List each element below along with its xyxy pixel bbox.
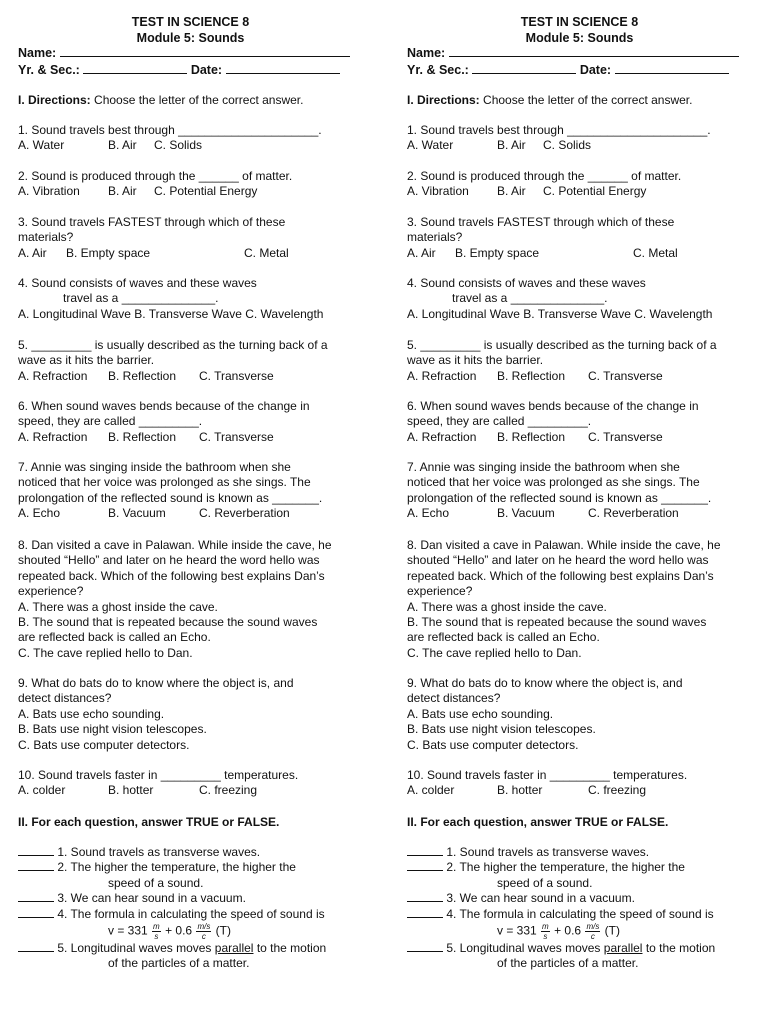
question-text: 7. Annie was singing inside the bathroom when she xyxy=(18,460,291,474)
option-a: A. Refraction xyxy=(18,429,88,444)
option-a: A. colder xyxy=(18,783,66,798)
option-c: C. Reverberation xyxy=(199,506,290,521)
question-text-cont: speed, they are called _________. xyxy=(407,414,592,429)
question-text: 2. Sound is produced through the ______ of matter. xyxy=(18,169,293,183)
speed-of-sound-formula: v = 331 $\frac{m}{s}$ + 0.6 $\frac{m/s}{c}$ (T) xyxy=(497,922,620,942)
answer-blank[interactable] xyxy=(18,941,54,952)
test-title: TEST IN SCIENCE 8 xyxy=(131,15,250,29)
answer-blank[interactable] xyxy=(407,941,443,952)
name-row xyxy=(407,45,739,61)
date-blank[interactable] xyxy=(226,62,340,74)
statement-5-cont: of the particles of a matter. xyxy=(108,956,250,971)
question-text-cont: travel as a ______________. xyxy=(63,291,219,306)
question-options xyxy=(407,783,752,798)
question-text: 8. Dan visited a cave in Palawan. While inside the cave, he xyxy=(18,538,332,552)
yr-sec-blank[interactable] xyxy=(472,62,576,74)
yr-sec-label: Yr. & Sec.: xyxy=(407,63,469,77)
question-options: A. Longitudinal Wave B. Transverse Wave C. Wavelength xyxy=(18,306,324,321)
question-10 xyxy=(18,768,363,799)
statement-2: 2. The higher the temperature, the higher the xyxy=(407,860,752,875)
question-options xyxy=(407,246,752,261)
date-label: Date: xyxy=(579,63,612,77)
statement-5: 5. Longitudinal waves moves parallel to the motion xyxy=(18,941,363,956)
option-c: C. Transverse xyxy=(199,429,274,444)
option-b: B. Empty space xyxy=(66,245,151,260)
question-1 xyxy=(18,123,363,154)
question-text-cont: materials? xyxy=(407,230,463,245)
option-c: C. freezing xyxy=(199,783,258,798)
question-text: 9. What do bats do to know where the object is, and xyxy=(18,676,294,690)
question-text: 8. Dan visited a cave in Palawan. While inside the cave, he xyxy=(407,538,721,552)
option-a: A. Refraction xyxy=(407,429,477,444)
directions-label: I. Directions: xyxy=(407,93,480,107)
answer-blank[interactable] xyxy=(407,891,443,902)
option-a: A. Vibration xyxy=(407,184,469,199)
yr-sec-blank[interactable] xyxy=(83,62,187,74)
part2-heading: II. For each question, answer TRUE or FALSE. xyxy=(407,815,669,829)
answer-blank[interactable] xyxy=(18,845,54,856)
question-text-cont: travel as a ______________. xyxy=(452,291,608,306)
question-text-cont: shouted “Hello” and later on he heard the word hello was xyxy=(18,553,320,568)
option-b-cont: are reflected back is called an Echo. xyxy=(18,630,211,645)
statement-2: 2. The higher the temperature, the higher the xyxy=(18,860,363,875)
option-c: C. Bats use computer detectors. xyxy=(407,737,579,752)
question-8 xyxy=(407,538,752,661)
option-b: B. Vacuum xyxy=(497,506,555,521)
option-b: B. The sound that is repeated because the sound waves xyxy=(407,615,707,630)
question-options xyxy=(407,138,752,153)
option-b: B. Reflection xyxy=(497,429,566,444)
option-c: C. Reverberation xyxy=(588,506,679,521)
statement-1: 1. Sound travels as transverse waves. xyxy=(18,845,363,860)
question-text: 6. When sound waves bends because of the change in xyxy=(407,399,699,413)
question-text: 10. Sound travels faster in _________ temperatures. xyxy=(407,768,688,782)
statement-2-cont: speed of a sound. xyxy=(497,875,593,890)
name-label: Name: xyxy=(407,46,446,60)
statement-4: 4. The formula in calculating the speed of sound is xyxy=(407,907,752,922)
question-text-cont: detect distances? xyxy=(407,691,501,706)
answer-blank[interactable] xyxy=(407,860,443,871)
option-a: A. Water xyxy=(407,138,454,153)
option-a: A. Refraction xyxy=(18,368,88,383)
option-b: B. The sound that is repeated because the sound waves xyxy=(18,615,318,630)
option-a: A. There was a ghost inside the cave. xyxy=(407,599,607,614)
question-options xyxy=(407,369,752,384)
question-text-cont: prolongation of the reflected sound is known as _______. xyxy=(18,490,323,505)
speed-of-sound-formula: v = 331 $\frac{m}{s}$ + 0.6 $\frac{m/s}{c}$ (T) xyxy=(108,922,231,942)
option-b: B. Reflection xyxy=(497,368,566,383)
question-3 xyxy=(18,215,363,261)
option-b-cont: are reflected back is called an Echo. xyxy=(407,630,600,645)
question-5 xyxy=(18,338,363,384)
answer-blank[interactable] xyxy=(407,845,443,856)
question-text-cont: noticed that her voice was prolonged as she sings. The xyxy=(18,475,311,490)
question-options xyxy=(407,430,752,445)
option-b: B. Air xyxy=(108,184,137,199)
yr-sec-label: Yr. & Sec.: xyxy=(18,63,80,77)
option-c: C. freezing xyxy=(588,783,647,798)
option-c: C. Bats use computer detectors. xyxy=(18,737,190,752)
question-9 xyxy=(18,676,363,753)
true-false-section xyxy=(18,845,363,972)
option-c: C. Solids xyxy=(154,138,203,153)
name-blank[interactable] xyxy=(60,45,350,57)
statement-3: 3. We can hear sound in a vacuum. xyxy=(18,891,363,906)
question-options xyxy=(407,184,752,199)
question-text: 2. Sound is produced through the ______ of matter. xyxy=(407,169,682,183)
question-options: A. Longitudinal Wave B. Transverse Wave C. Wavelength xyxy=(407,306,713,321)
option-c: C. Metal xyxy=(633,245,678,260)
question-options xyxy=(18,369,363,384)
question-text: 9. What do bats do to know where the object is, and xyxy=(407,676,683,690)
option-b: B. hotter xyxy=(497,783,543,798)
question-text-cont: materials? xyxy=(18,230,74,245)
question-text-cont: experience? xyxy=(407,584,473,599)
true-false-section xyxy=(407,845,752,972)
option-a: A. Refraction xyxy=(407,368,477,383)
statement-4: 4. The formula in calculating the speed of sound is xyxy=(18,907,363,922)
option-a: A. Bats use echo sounding. xyxy=(18,706,165,721)
option-a: A. colder xyxy=(407,783,455,798)
answer-blank[interactable] xyxy=(18,907,54,918)
option-a: A. Water xyxy=(18,138,65,153)
directions-text: Choose the letter of the correct answer. xyxy=(483,93,693,107)
directions xyxy=(18,92,303,108)
question-7 xyxy=(18,460,363,522)
answer-blank[interactable] xyxy=(18,860,54,871)
question-text: 10. Sound travels faster in _________ temperatures. xyxy=(18,768,299,782)
question-text-cont: prolongation of the reflected sound is known as _______. xyxy=(407,490,712,505)
statement-5: 5. Longitudinal waves moves parallel to the motion xyxy=(407,941,752,956)
directions xyxy=(407,92,692,108)
question-text-cont: shouted “Hello” and later on he heard the word hello was xyxy=(407,553,709,568)
question-options xyxy=(18,138,363,153)
option-c: C. Metal xyxy=(244,245,289,260)
part2-heading: II. For each question, answer TRUE or FALSE. xyxy=(18,815,280,829)
question-options xyxy=(18,783,363,798)
question-text: 3. Sound travels FASTEST through which of these xyxy=(18,215,286,229)
directions-label: I. Directions: xyxy=(18,93,91,107)
option-b: B. Air xyxy=(108,138,137,153)
question-10 xyxy=(407,768,752,799)
option-a: A. Echo xyxy=(407,506,450,521)
test-title: TEST IN SCIENCE 8 xyxy=(520,15,639,29)
option-c: C. Transverse xyxy=(588,368,663,383)
option-c: C. The cave replied hello to Dan. xyxy=(18,645,193,660)
question-text-cont: wave as it hits the barrier. xyxy=(407,353,544,368)
question-text-cont: repeated back. Which of the following best explains Dan’s xyxy=(407,568,714,583)
question-text-cont: repeated back. Which of the following best explains Dan’s xyxy=(18,568,325,583)
date-blank[interactable] xyxy=(615,62,729,74)
question-text-cont: speed, they are called _________. xyxy=(18,414,203,429)
option-a: A. Bats use echo sounding. xyxy=(407,706,554,721)
option-c: C. Transverse xyxy=(199,368,274,383)
name-row xyxy=(18,45,350,61)
option-c: C. Potential Energy xyxy=(543,184,647,199)
question-2 xyxy=(407,169,752,200)
answer-blank[interactable] xyxy=(18,891,54,902)
question-9 xyxy=(407,676,752,753)
question-5 xyxy=(407,338,752,384)
name-label: Name: xyxy=(18,46,57,60)
question-options xyxy=(18,506,363,521)
option-b: B. Empty space xyxy=(455,245,540,260)
option-c: C. Potential Energy xyxy=(154,184,258,199)
question-options xyxy=(407,506,752,521)
option-b: B. Reflection xyxy=(108,429,177,444)
option-a: A. Air xyxy=(407,245,436,260)
statement-1: 1. Sound travels as transverse waves. xyxy=(407,845,752,860)
date-label: Date: xyxy=(190,63,223,77)
question-4 xyxy=(18,276,363,322)
question-options xyxy=(18,184,363,199)
statement-2-cont: speed of a sound. xyxy=(108,875,204,890)
question-text: 5. _________ is usually described as the turning back of a xyxy=(18,338,328,352)
statement-3: 3. We can hear sound in a vacuum. xyxy=(407,891,752,906)
question-text-cont: noticed that her voice was prolonged as she sings. The xyxy=(407,475,700,490)
question-text: 3. Sound travels FASTEST through which of these xyxy=(407,215,675,229)
option-b: B. Air xyxy=(497,138,526,153)
question-text-cont: detect distances? xyxy=(18,691,112,706)
module-title: Module 5: Sounds xyxy=(525,31,634,45)
question-text-cont: wave as it hits the barrier. xyxy=(18,353,155,368)
question-text: 5. _________ is usually described as the turning back of a xyxy=(407,338,717,352)
option-c: C. The cave replied hello to Dan. xyxy=(407,645,582,660)
option-b: B. Bats use night vision telescopes. xyxy=(18,722,207,737)
option-b: B. Air xyxy=(497,184,526,199)
question-8 xyxy=(18,538,363,661)
question-1 xyxy=(407,123,752,154)
question-text: 4. Sound consists of waves and these waves xyxy=(407,276,646,290)
option-b: B. hotter xyxy=(108,783,154,798)
question-text: 6. When sound waves bends because of the change in xyxy=(18,399,310,413)
option-a: A. Echo xyxy=(18,506,61,521)
option-a: A. Vibration xyxy=(18,184,80,199)
option-b: B. Reflection xyxy=(108,368,177,383)
question-text-cont: experience? xyxy=(18,584,84,599)
question-7 xyxy=(407,460,752,522)
question-text: 7. Annie was singing inside the bathroom when she xyxy=(407,460,680,474)
question-6 xyxy=(18,399,363,445)
option-b: B. Vacuum xyxy=(108,506,166,521)
question-3 xyxy=(407,215,752,261)
option-c: C. Solids xyxy=(543,138,592,153)
question-text: 4. Sound consists of waves and these waves xyxy=(18,276,257,290)
option-b: B. Bats use night vision telescopes. xyxy=(407,722,596,737)
directions-text: Choose the letter of the correct answer. xyxy=(94,93,304,107)
question-6 xyxy=(407,399,752,445)
question-options xyxy=(18,430,363,445)
statement-5-cont: of the particles of a matter. xyxy=(497,956,639,971)
option-c: C. Transverse xyxy=(588,429,663,444)
module-title: Module 5: Sounds xyxy=(136,31,245,45)
question-text: 1. Sound travels best through _____________________. xyxy=(18,123,322,137)
option-a: A. There was a ghost inside the cave. xyxy=(18,599,218,614)
question-text: 1. Sound travels best through _____________________. xyxy=(407,123,711,137)
question-2 xyxy=(18,169,363,200)
question-4 xyxy=(407,276,752,322)
answer-blank[interactable] xyxy=(407,907,443,918)
name-blank[interactable] xyxy=(449,45,739,57)
question-options xyxy=(18,246,363,261)
yr-sec-date-row xyxy=(407,62,729,78)
option-a: A. Air xyxy=(18,245,47,260)
yr-sec-date-row xyxy=(18,62,340,78)
